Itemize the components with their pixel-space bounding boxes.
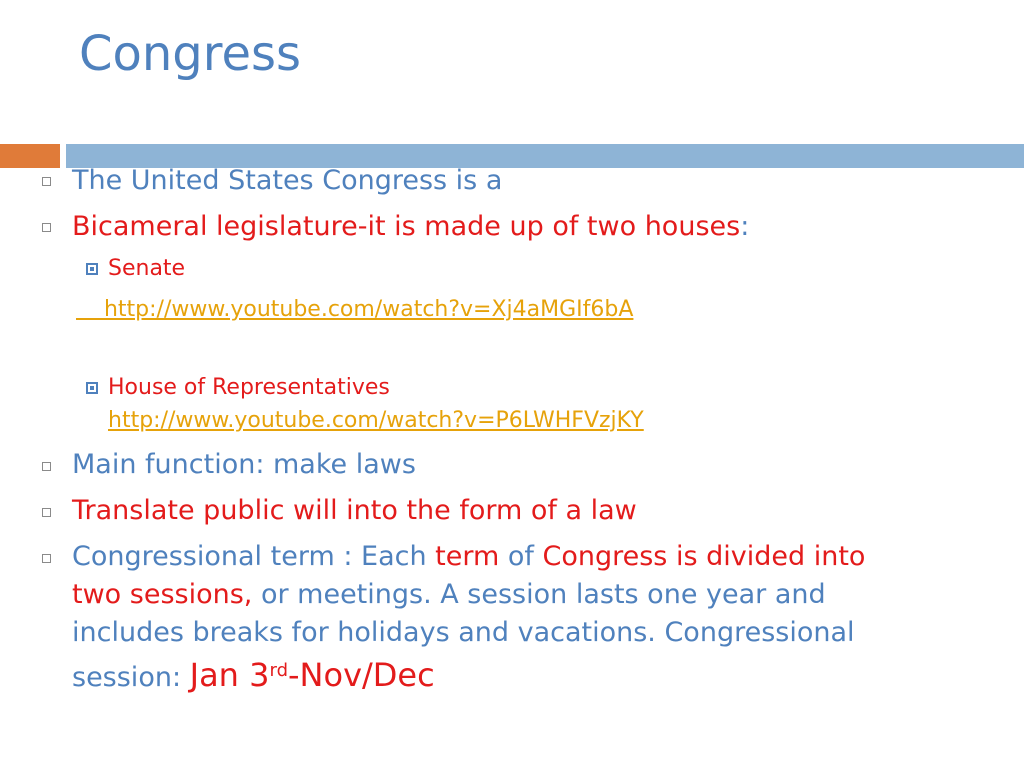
- bullet-congressional-term-line1: [72, 538, 865, 576]
- bullet-bicameral: [72, 208, 749, 246]
- bullet-square-icon: [42, 554, 51, 563]
- bullet-square-icon: [42, 508, 51, 517]
- term-text-4: Congress is divided into: [542, 541, 866, 572]
- bullet-congressional-term-line3: includes breaks for holidays and vacations. Congressional: [72, 617, 855, 648]
- sub-bullet-square-icon: [86, 382, 98, 394]
- bullet-congress-definition: The United States Congress is a: [72, 165, 503, 196]
- term-text-3: of: [499, 541, 543, 572]
- term-text-2: term: [435, 541, 500, 572]
- bullet-square-icon: [42, 462, 51, 471]
- bicameral-colon: :: [740, 211, 750, 242]
- session-end: -Nov/Dec: [288, 656, 435, 694]
- term-text-5: two sessions,: [72, 579, 253, 610]
- bullet-congressional-term-line2: [72, 576, 826, 614]
- session-start-suffix: rd: [269, 660, 288, 681]
- accent-bar-orange: [0, 144, 60, 168]
- sub-bullet-senate: Senate: [108, 256, 186, 281]
- house-video-link[interactable]: http://www.youtube.com/watch?v=P6LWHFVzjKY: [108, 408, 644, 433]
- bicameral-text: Bicameral legislature-it is made up of two houses: [72, 211, 741, 242]
- bullet-main-function: Main function: make laws: [72, 449, 416, 480]
- bullet-translate-public-will: Translate public will into the form of a law: [72, 495, 637, 526]
- term-text-1: Congressional term : Each: [72, 541, 436, 572]
- senate-video-link-text[interactable]: http://www.youtube.com/watch?v=Xj4aMGIf6bA: [103, 297, 634, 322]
- session-label: session:: [72, 662, 190, 693]
- session-start: Jan 3: [189, 656, 270, 694]
- slide-title: Congress: [79, 26, 301, 82]
- bullet-congressional-term-line4: [72, 652, 435, 697]
- sub-bullet-square-icon: [86, 263, 98, 275]
- term-text-6: or meetings. A session lasts one year and: [252, 579, 826, 610]
- sub-bullet-house: House of Representatives: [108, 375, 390, 400]
- senate-video-link[interactable]: [76, 297, 633, 323]
- bullet-square-icon: [42, 177, 51, 186]
- bullet-square-icon: [42, 223, 51, 232]
